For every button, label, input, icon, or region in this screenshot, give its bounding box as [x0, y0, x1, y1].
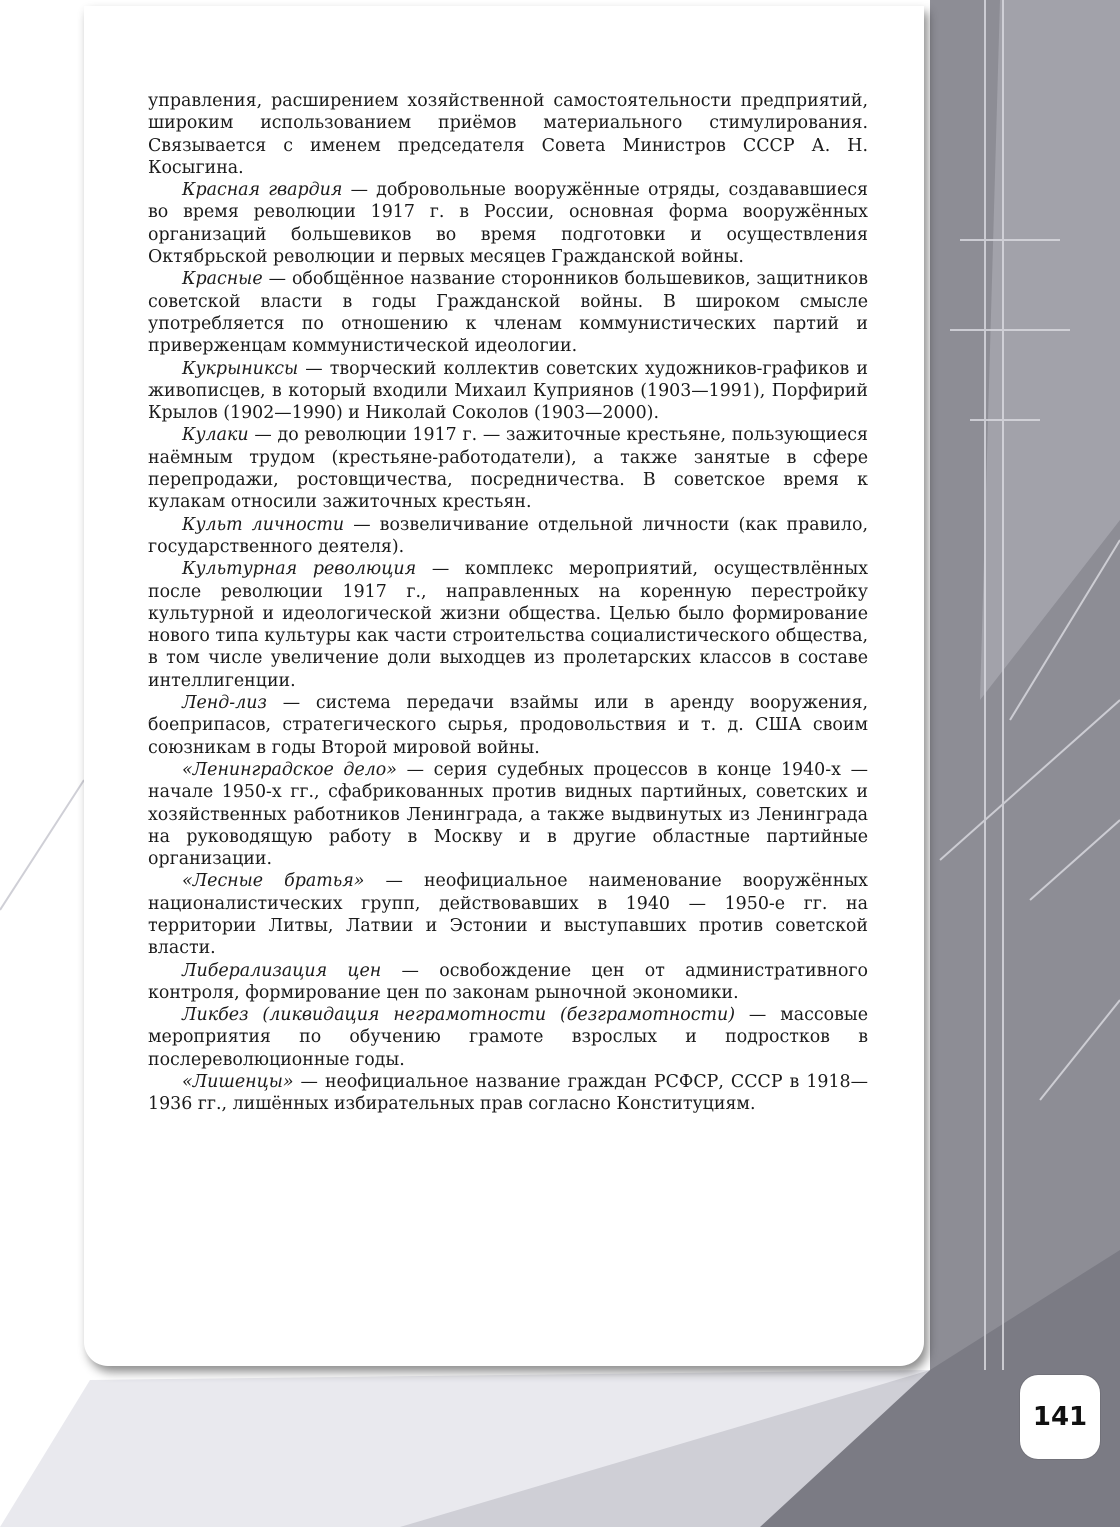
- glossary-term: «Лишенцы»: [182, 1072, 294, 1093]
- glossary-entry: [148, 358, 868, 425]
- glossary-term: Красная гвардия: [182, 180, 343, 201]
- page-number: 141: [1032, 1402, 1088, 1432]
- glossary-definition: — серия судебных процессов в конце 1940-х — начале 1950-х гг., сфабрикованных против видных партийных, советских и хозяйственных работников Ленинграда, а также выдвинутых из Ленинграда на руководящую работу в Москву и в другие областные партийные организации.: [148, 759, 868, 870]
- glossary-entry: [148, 870, 868, 959]
- glossary-entry: [148, 759, 868, 870]
- glossary-definition: — освобождение цен от административного контроля, формирование цен по законам рыночной экономики.: [148, 960, 868, 1003]
- glossary-term: Культ личности: [182, 514, 345, 535]
- glossary-term: Ликбез (ликвидация неграмотности (безграмотности): [182, 1005, 735, 1026]
- glossary-term: Кукрыниксы: [182, 358, 299, 379]
- glossary-definition: — возвеличивание отдельной личности (как правило, государственного деятеля).: [148, 514, 868, 557]
- glossary-entry: [148, 1004, 868, 1071]
- glossary-entry: [148, 90, 868, 179]
- glossary-definition: — творческий коллектив советских художников-графиков и живописцев, в который входили Михаил Куприянов (1903—1991), Порфирий Крылов (1902—1990) и Николай Соколов (1903—2000).: [148, 358, 868, 424]
- glossary-definition: — до революции 1917 г. — зажиточные крестьяне, пользующиеся наёмным трудом (крестьяне-работодатели), а также занятые в сфере перепродажи, ростовщичества, посредничества. В советское время к кулакам относили зажиточных крестьян.: [148, 425, 868, 513]
- glossary-entry: [148, 268, 868, 357]
- glossary-definition: управления, расширением хозяйственной самостоятельности предприятий, широким использованием приёмов материального стимулирования. Связывается с именем председателя Совета Министров СССР А. Н. Косыгина.: [148, 91, 868, 178]
- glossary-term: «Лесные братья»: [182, 871, 365, 892]
- glossary-term: Красные: [182, 269, 263, 290]
- glossary-definition: — неофициальное название граждан РСФСР, СССР в 1918—1936 гг., лишённых избирательных прав согласно Конституциям.: [148, 1072, 868, 1115]
- glossary-term: Ленд-лиз: [182, 693, 267, 714]
- glossary-term: Культурная революция: [182, 559, 417, 580]
- glossary-term: Либерализация цен: [182, 960, 382, 981]
- page-number-badge: [1020, 1375, 1100, 1459]
- glossary-definition: — неофициальное наименование вооружённых националистических групп, действовавших в 1940 — 1950-е гг. на территории Литвы, Латвии и Эстонии и выступавших против советской власти.: [148, 871, 868, 959]
- glossary-entry: [148, 1071, 868, 1116]
- glossary-definition: — обобщённое название сторонников большевиков, защитников советской власти в годы Гражданской войны. В широком смысле употребляется по отношению к членам коммунистических партий и приверженцам коммунистической идеологии.: [148, 269, 868, 357]
- glossary-definition: — система передачи взаймы или в аренду вооружения, боеприпасов, стратегического сырья, продовольствия и т. д. США своим союзникам в годы Второй мировой войны.: [148, 693, 868, 758]
- glossary-term: «Ленинградское дело»: [182, 759, 397, 780]
- glossary-definition: — добровольные вооружённые отряды, создававшиеся во время революции 1917 г. в России, основная форма вооружённых организаций большевиков во время подготовки и осуществления Октябрьской революции и первых месяцев Гражданской войны.: [148, 180, 868, 268]
- glossary-entry: [148, 424, 868, 513]
- glossary-definition: — комплекс мероприятий, осуществлённых после революции 1917 г., направленных на коренную перестройку культурной и идеологической жизни общества. Целью было формирование нового типа культуры как части строительства социалистического общества, в том числе увеличение доли выходцев из пролетарских классов в составе интеллигенции.: [148, 559, 869, 691]
- glossary-entry: [148, 179, 868, 268]
- glossary-entry: [148, 692, 868, 759]
- glossary-entry: [148, 514, 868, 559]
- glossary-term: Кулаки: [182, 425, 249, 446]
- glossary-entry: [148, 960, 868, 1005]
- glossary-text: [148, 90, 868, 1116]
- glossary-entry: [148, 558, 868, 692]
- glossary-definition: — массовые мероприятия по обучению грамоте взрослых и подростков в послереволюционные годы.: [148, 1005, 868, 1070]
